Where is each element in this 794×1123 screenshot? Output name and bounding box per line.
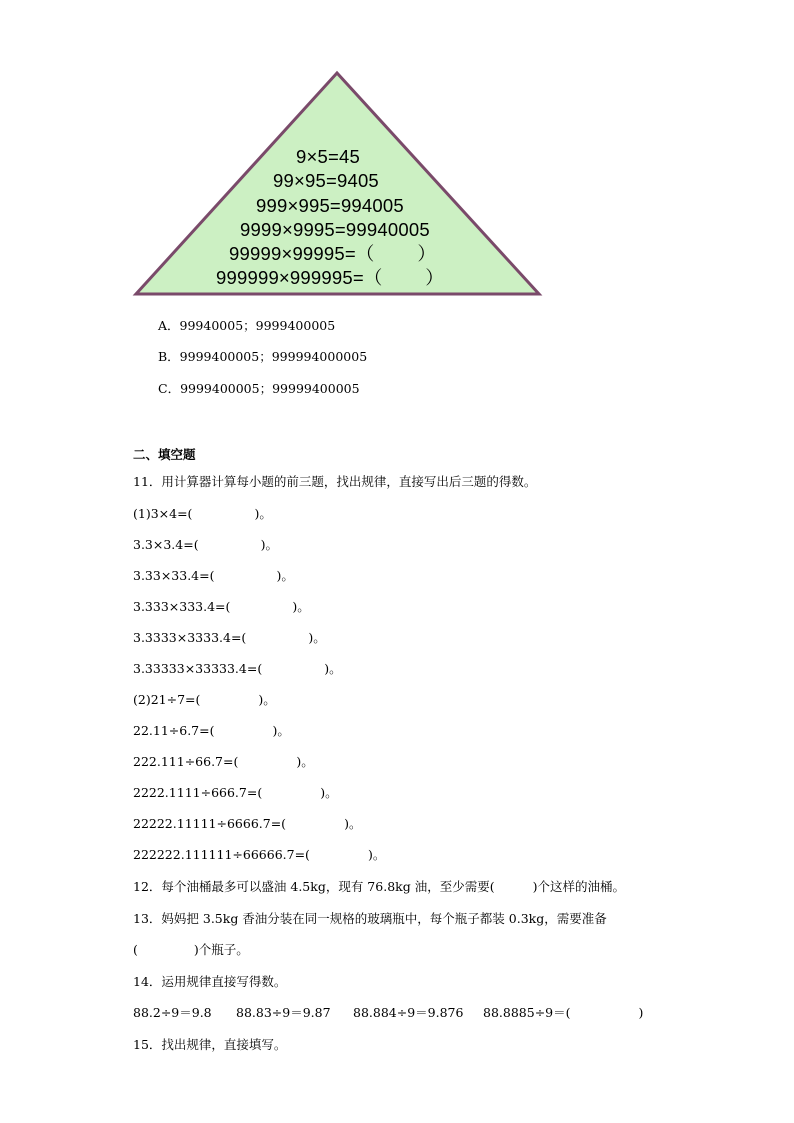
q11-item: 222222.111111÷66666.7=( )。 — [133, 847, 386, 862]
q11-item: 3.33×33.4=( )。 — [133, 568, 294, 583]
q11-stem: 11．用计算器计算每小题的前三题，找出规律，直接写出后三题的得数。 — [133, 474, 537, 489]
q11-item: 22.11÷6.7=( )。 — [133, 723, 290, 738]
triangle-line-6: 999999×999995=（ ） — [216, 267, 444, 288]
q11-item: 3.3333×3333.4=( )。 — [133, 630, 326, 645]
section-title: 二、填空题 — [133, 447, 196, 462]
q11-item: 2222.1111÷666.7=( )。 — [133, 785, 338, 800]
q14-item-2: 88.83÷9＝9.87 — [236, 1005, 331, 1020]
triangle-line-5: 99999×99995=（ ） — [229, 243, 437, 264]
option-c[interactable]: C．9999400005；99999400005 — [158, 381, 360, 396]
q14-stem: 14．运用规律直接写得数。 — [133, 974, 287, 989]
q13-line-1: 13．妈妈把 3.5kg 香油分装在同一规格的玻璃瓶中，每个瓶子都装 0.3kg，需要准备 — [133, 911, 607, 926]
q11-item: 22222.11111÷6666.7=( )。 — [133, 816, 362, 831]
option-b[interactable]: B．9999400005；999994000005 — [158, 349, 368, 364]
option-a[interactable]: A．99940005；9999400005 — [158, 318, 336, 333]
triangle-line-2: 99×95=9405 — [273, 170, 379, 191]
q15-stem: 15．找出规律，直接填写。 — [133, 1037, 287, 1052]
triangle-line-4: 9999×9995=99940005 — [240, 219, 430, 240]
triangle-line-3: 999×995=994005 — [256, 195, 404, 216]
q11-item: 3.33333×33333.4=( )。 — [133, 661, 342, 676]
q11-item: 3.333×333.4=( )。 — [133, 599, 310, 614]
q11-item: 222.111÷66.7=( )。 — [133, 754, 314, 769]
triangle-line-1: 9×5=45 — [296, 146, 360, 167]
q11-item: (2)21÷7=( )。 — [133, 692, 276, 707]
q11-item: (1)3×4=( )。 — [133, 506, 272, 521]
q14-item-4: 88.8885÷9＝( ) — [483, 1005, 644, 1020]
q13-line-2: ( )个瓶子。 — [133, 942, 249, 957]
q12: 12．每个油桶最多可以盛油 4.5kg，现有 76.8kg 油，至少需要( )个这样的油桶。 — [133, 879, 625, 894]
q11-item: 3.3×3.4=( )。 — [133, 537, 278, 552]
q14-item-3: 88.884÷9＝9.876 — [353, 1005, 464, 1020]
q14-item-1: 88.2÷9＝9.8 — [133, 1005, 212, 1020]
